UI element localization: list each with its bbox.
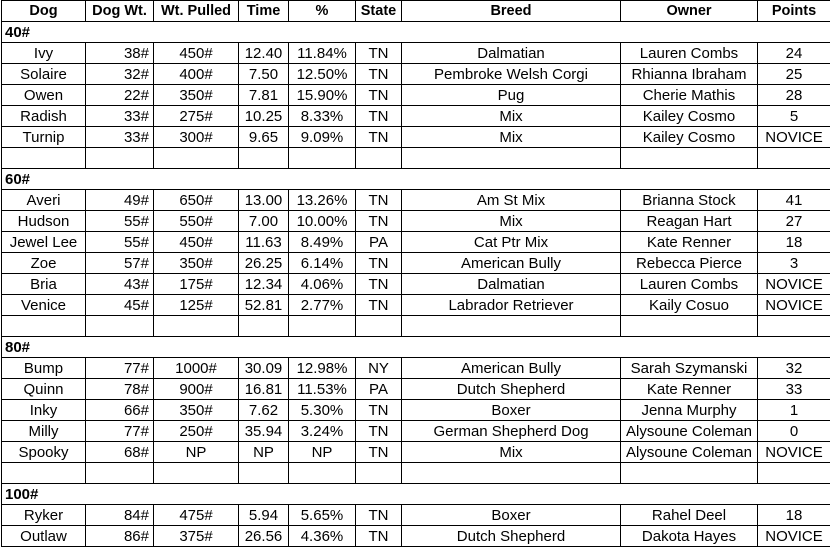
cell-state: TN xyxy=(356,64,402,85)
cell-state: TN xyxy=(356,43,402,64)
table-row xyxy=(2,64,830,85)
cell-dog: Turnip xyxy=(2,127,86,148)
results-table xyxy=(1,0,830,547)
cell-time: 12.34 xyxy=(239,274,289,295)
cell-dog: Venice xyxy=(2,295,86,316)
cell-dog-weight: 77# xyxy=(86,358,154,379)
cell-dog-weight: 78# xyxy=(86,379,154,400)
empty-cell xyxy=(2,316,86,337)
spacer-row xyxy=(2,316,830,337)
cell-time: 13.00 xyxy=(239,190,289,211)
empty-cell xyxy=(289,148,356,169)
table-row xyxy=(2,232,830,253)
cell-percent: 4.36% xyxy=(289,526,356,547)
cell-points: 3 xyxy=(758,253,830,274)
cell-time: 52.81 xyxy=(239,295,289,316)
cell-breed: Mix xyxy=(402,127,621,148)
cell-time: 7.50 xyxy=(239,64,289,85)
table-row xyxy=(2,253,830,274)
cell-breed: Labrador Retriever xyxy=(402,295,621,316)
empty-cell xyxy=(758,148,830,169)
cell-state: TN xyxy=(356,505,402,526)
cell-points: NOVICE xyxy=(758,127,830,148)
cell-weight-pulled: 250# xyxy=(154,421,239,442)
cell-state: NY xyxy=(356,358,402,379)
cell-breed: Pug xyxy=(402,85,621,106)
empty-cell xyxy=(239,463,289,484)
spacer-row xyxy=(2,148,830,169)
cell-state: TN xyxy=(356,421,402,442)
header-percent: % xyxy=(289,1,356,22)
cell-owner: Rhianna Ibraham xyxy=(621,64,758,85)
cell-state: TN xyxy=(356,274,402,295)
cell-state: PA xyxy=(356,232,402,253)
cell-state: TN xyxy=(356,211,402,232)
table-body xyxy=(2,22,830,547)
empty-cell xyxy=(2,148,86,169)
cell-time: 11.63 xyxy=(239,232,289,253)
cell-breed: Dalmatian xyxy=(402,274,621,295)
header-dog-weight: Dog Wt. xyxy=(86,1,154,22)
cell-points: 5 xyxy=(758,106,830,127)
cell-owner: Kate Renner xyxy=(621,232,758,253)
cell-owner: Alysoune Coleman xyxy=(621,442,758,463)
cell-points: 24 xyxy=(758,43,830,64)
empty-cell xyxy=(154,148,239,169)
weight-class-label: 40# xyxy=(2,22,830,43)
cell-breed: Dalmatian xyxy=(402,43,621,64)
table-row xyxy=(2,274,830,295)
table-row xyxy=(2,85,830,106)
cell-points: NOVICE xyxy=(758,274,830,295)
cell-points: 27 xyxy=(758,211,830,232)
table-row xyxy=(2,295,830,316)
cell-state: TN xyxy=(356,295,402,316)
empty-cell xyxy=(402,316,621,337)
cell-dog-weight: 57# xyxy=(86,253,154,274)
cell-owner: Rahel Deel xyxy=(621,505,758,526)
table-row xyxy=(2,442,830,463)
cell-percent: NP xyxy=(289,442,356,463)
cell-dog: Spooky xyxy=(2,442,86,463)
table-row xyxy=(2,379,830,400)
cell-time: 35.94 xyxy=(239,421,289,442)
empty-cell xyxy=(154,316,239,337)
cell-breed: Dutch Shepherd xyxy=(402,526,621,547)
cell-percent: 10.00% xyxy=(289,211,356,232)
cell-weight-pulled: 400# xyxy=(154,64,239,85)
empty-cell xyxy=(289,463,356,484)
table-row xyxy=(2,211,830,232)
header-dog: Dog xyxy=(2,1,86,22)
cell-time: 26.56 xyxy=(239,526,289,547)
cell-owner: Dakota Hayes xyxy=(621,526,758,547)
cell-dog: Bria xyxy=(2,274,86,295)
cell-points: 41 xyxy=(758,190,830,211)
cell-points: 28 xyxy=(758,85,830,106)
cell-owner: Kaily Cosuo xyxy=(621,295,758,316)
table-row xyxy=(2,421,830,442)
cell-percent: 15.90% xyxy=(289,85,356,106)
cell-breed: German Shepherd Dog xyxy=(402,421,621,442)
weight-class-header xyxy=(2,337,830,358)
cell-owner: Lauren Combs xyxy=(621,43,758,64)
cell-breed: Cat Ptr Mix xyxy=(402,232,621,253)
table-row xyxy=(2,43,830,64)
cell-state: PA xyxy=(356,379,402,400)
cell-weight-pulled: 450# xyxy=(154,43,239,64)
cell-weight-pulled: 275# xyxy=(154,106,239,127)
cell-time: 10.25 xyxy=(239,106,289,127)
cell-percent: 11.84% xyxy=(289,43,356,64)
cell-percent: 12.98% xyxy=(289,358,356,379)
empty-cell xyxy=(621,148,758,169)
weight-class-header xyxy=(2,169,830,190)
cell-dog-weight: 45# xyxy=(86,295,154,316)
cell-dog: Hudson xyxy=(2,211,86,232)
cell-percent: 8.33% xyxy=(289,106,356,127)
cell-state: TN xyxy=(356,190,402,211)
cell-percent: 8.49% xyxy=(289,232,356,253)
cell-percent: 5.30% xyxy=(289,400,356,421)
cell-owner: Rebecca Pierce xyxy=(621,253,758,274)
empty-cell xyxy=(356,463,402,484)
cell-breed: Mix xyxy=(402,211,621,232)
cell-dog-weight: 84# xyxy=(86,505,154,526)
cell-dog-weight: 55# xyxy=(86,211,154,232)
cell-weight-pulled: 350# xyxy=(154,400,239,421)
cell-dog-weight: 49# xyxy=(86,190,154,211)
cell-breed: Pembroke Welsh Corgi xyxy=(402,64,621,85)
cell-percent: 13.26% xyxy=(289,190,356,211)
cell-dog: Zoe xyxy=(2,253,86,274)
empty-cell xyxy=(621,463,758,484)
cell-state: TN xyxy=(356,127,402,148)
table-row xyxy=(2,400,830,421)
header-time: Time xyxy=(239,1,289,22)
cell-state: TN xyxy=(356,85,402,106)
cell-points: 18 xyxy=(758,232,830,253)
cell-dog-weight: 32# xyxy=(86,64,154,85)
cell-dog: Bump xyxy=(2,358,86,379)
cell-weight-pulled: 1000# xyxy=(154,358,239,379)
cell-time: NP xyxy=(239,442,289,463)
cell-percent: 12.50% xyxy=(289,64,356,85)
empty-cell xyxy=(2,463,86,484)
cell-breed: Dutch Shepherd xyxy=(402,379,621,400)
cell-percent: 6.14% xyxy=(289,253,356,274)
empty-cell xyxy=(154,463,239,484)
cell-breed: American Bully xyxy=(402,358,621,379)
cell-weight-pulled: 450# xyxy=(154,232,239,253)
table-row xyxy=(2,127,830,148)
cell-dog: Owen xyxy=(2,85,86,106)
cell-owner: Cherie Mathis xyxy=(621,85,758,106)
cell-dog-weight: 68# xyxy=(86,442,154,463)
cell-dog: Solaire xyxy=(2,64,86,85)
cell-weight-pulled: 175# xyxy=(154,274,239,295)
cell-dog: Radish xyxy=(2,106,86,127)
header-weight-pulled: Wt. Pulled xyxy=(154,1,239,22)
cell-weight-pulled: 900# xyxy=(154,379,239,400)
empty-cell xyxy=(86,463,154,484)
table-row xyxy=(2,190,830,211)
cell-percent: 5.65% xyxy=(289,505,356,526)
empty-cell xyxy=(356,316,402,337)
cell-state: TN xyxy=(356,253,402,274)
empty-cell xyxy=(621,316,758,337)
cell-weight-pulled: 550# xyxy=(154,211,239,232)
weight-class-label: 100# xyxy=(2,484,830,505)
table-row xyxy=(2,358,830,379)
table-row xyxy=(2,106,830,127)
cell-owner: Sarah Szymanski xyxy=(621,358,758,379)
table-row xyxy=(2,526,830,547)
cell-points: NOVICE xyxy=(758,442,830,463)
weight-class-header xyxy=(2,22,830,43)
cell-points: NOVICE xyxy=(758,526,830,547)
cell-owner: Lauren Combs xyxy=(621,274,758,295)
cell-weight-pulled: 475# xyxy=(154,505,239,526)
cell-breed: Mix xyxy=(402,442,621,463)
cell-percent: 4.06% xyxy=(289,274,356,295)
empty-cell xyxy=(402,463,621,484)
cell-dog: Quinn xyxy=(2,379,86,400)
cell-time: 30.09 xyxy=(239,358,289,379)
empty-cell xyxy=(758,316,830,337)
cell-dog-weight: 66# xyxy=(86,400,154,421)
header-breed: Breed xyxy=(402,1,621,22)
cell-dog: Inky xyxy=(2,400,86,421)
cell-state: TN xyxy=(356,526,402,547)
cell-state: TN xyxy=(356,442,402,463)
cell-owner: Kailey Cosmo xyxy=(621,106,758,127)
cell-weight-pulled: 350# xyxy=(154,85,239,106)
cell-owner: Reagan Hart xyxy=(621,211,758,232)
header-owner: Owner xyxy=(621,1,758,22)
header-row xyxy=(2,1,830,22)
cell-weight-pulled: 125# xyxy=(154,295,239,316)
cell-weight-pulled: 300# xyxy=(154,127,239,148)
cell-dog-weight: 22# xyxy=(86,85,154,106)
cell-dog: Averi xyxy=(2,190,86,211)
cell-dog-weight: 77# xyxy=(86,421,154,442)
cell-points: NOVICE xyxy=(758,295,830,316)
cell-time: 7.00 xyxy=(239,211,289,232)
cell-breed: Mix xyxy=(402,106,621,127)
cell-points: 32 xyxy=(758,358,830,379)
cell-dog: Ryker xyxy=(2,505,86,526)
cell-dog: Outlaw xyxy=(2,526,86,547)
cell-points: 18 xyxy=(758,505,830,526)
cell-points: 0 xyxy=(758,421,830,442)
cell-owner: Jenna Murphy xyxy=(621,400,758,421)
cell-breed: Boxer xyxy=(402,400,621,421)
cell-time: 26.25 xyxy=(239,253,289,274)
cell-dog-weight: 55# xyxy=(86,232,154,253)
cell-points: 33 xyxy=(758,379,830,400)
empty-cell xyxy=(239,316,289,337)
cell-weight-pulled: 350# xyxy=(154,253,239,274)
cell-percent: 11.53% xyxy=(289,379,356,400)
cell-dog: Jewel Lee xyxy=(2,232,86,253)
empty-cell xyxy=(289,316,356,337)
cell-dog: Ivy xyxy=(2,43,86,64)
weight-class-header xyxy=(2,484,830,505)
cell-dog-weight: 33# xyxy=(86,127,154,148)
cell-time: 7.62 xyxy=(239,400,289,421)
cell-time: 9.65 xyxy=(239,127,289,148)
cell-time: 5.94 xyxy=(239,505,289,526)
cell-breed: Boxer xyxy=(402,505,621,526)
table-row xyxy=(2,505,830,526)
cell-state: TN xyxy=(356,400,402,421)
empty-cell xyxy=(239,148,289,169)
weight-class-label: 60# xyxy=(2,169,830,190)
cell-dog-weight: 38# xyxy=(86,43,154,64)
empty-cell xyxy=(758,463,830,484)
cell-breed: Am St Mix xyxy=(402,190,621,211)
cell-weight-pulled: 650# xyxy=(154,190,239,211)
cell-percent: 9.09% xyxy=(289,127,356,148)
cell-time: 16.81 xyxy=(239,379,289,400)
cell-weight-pulled: 375# xyxy=(154,526,239,547)
header-points: Points xyxy=(758,1,830,22)
weight-class-label: 80# xyxy=(2,337,830,358)
cell-time: 7.81 xyxy=(239,85,289,106)
cell-dog-weight: 33# xyxy=(86,106,154,127)
cell-owner: Kate Renner xyxy=(621,379,758,400)
cell-dog: Milly xyxy=(2,421,86,442)
empty-cell xyxy=(356,148,402,169)
cell-dog-weight: 43# xyxy=(86,274,154,295)
cell-percent: 3.24% xyxy=(289,421,356,442)
empty-cell xyxy=(86,316,154,337)
cell-time: 12.40 xyxy=(239,43,289,64)
cell-state: TN xyxy=(356,106,402,127)
cell-owner: Alysoune Coleman xyxy=(621,421,758,442)
cell-breed: American Bully xyxy=(402,253,621,274)
cell-points: 1 xyxy=(758,400,830,421)
header-state: State xyxy=(356,1,402,22)
cell-weight-pulled: NP xyxy=(154,442,239,463)
cell-owner: Kailey Cosmo xyxy=(621,127,758,148)
cell-points: 25 xyxy=(758,64,830,85)
cell-percent: 2.77% xyxy=(289,295,356,316)
spacer-row xyxy=(2,463,830,484)
empty-cell xyxy=(402,148,621,169)
empty-cell xyxy=(86,148,154,169)
cell-owner: Brianna Stock xyxy=(621,190,758,211)
cell-dog-weight: 86# xyxy=(86,526,154,547)
